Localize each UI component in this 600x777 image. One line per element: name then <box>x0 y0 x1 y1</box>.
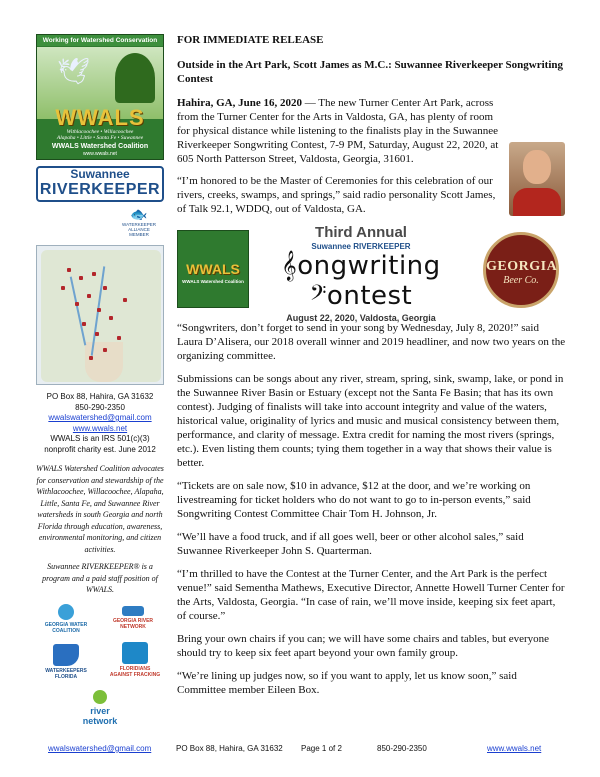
sidebar-website-link[interactable]: www.wwals.net <box>72 423 128 433</box>
paragraph-tickets: “Tickets are on sale now, $10 in advance, $12 at the door, and we’re working on livestreaming for ticket holders who do not want to go to in-person events,” said Songwriting Contest Committee Chair Tom H. Johnson, Jr. <box>177 480 531 520</box>
riverkeeper-logo <box>36 166 164 202</box>
contest-banner <box>177 224 567 323</box>
mission-statement: WWALS Watershed Coalition advocates for conservation and stewardship of the Withlacoochee, Willacoochee, Alapaha, Little, Santa Fe, and Suwannee River watersheds in south Georgia and north Florida through education, awareness, environmental monitoring, and citizen activities. <box>36 464 164 554</box>
footer-page-number: Page 1 of 2 <box>301 744 342 753</box>
contact-block <box>36 392 164 455</box>
paragraph-venue: “I’m thrilled to have the Contest at the Turner Center, and the Art Park is the perfect venue!” said Sementha Mathews, Executive Director, Annette Howell Turner Center for the Arts, Valdosta, Georgia. “In case of rain, we’ll move inside, keeping six feet apart, of course.” <box>177 568 565 622</box>
paragraph-judges: “We’re lining up judges now, so if you want to apply, let us know soon,” said Committee member Eileen Box. <box>177 670 517 696</box>
tree-icon <box>115 53 155 103</box>
footer-phone: 850-290-2350 <box>377 744 427 753</box>
georgia-beer-co-logo: GEORGIA Beer Co. <box>483 232 559 308</box>
wwals-wordmark: WWALS <box>55 105 145 130</box>
charity-line: nonprofit charity est. June 2012 <box>44 444 156 454</box>
paragraph-submissions: Submissions can be songs about any river, stream, spring, sink, swamp, lake, or pond in the Suwannee River Basin or Estuary (except not the Santa Fe Basin; that has its own contest). Judging of finalists will take into account integrity and value of the waters, historical value, originality of lyrics and music and musical consistency between them, performance, and clarity of message. Extra credit for naming the most rivers (springs, etc.). Even listing them counts; tying them together in a way that shows their value is better. <box>177 373 564 469</box>
water-drop-icon <box>58 604 74 620</box>
footer-address: PO Box 88, Hahira, GA 31632 <box>176 744 283 753</box>
headline: Outside in the Art Park, Scott James as M.C.: Suwannee Riverkeeper Songwriting Contest <box>177 59 563 85</box>
address-line: PO Box 88, Hahira, GA 31632 <box>46 392 154 401</box>
dateline-paragraph <box>177 96 507 166</box>
sidebar <box>36 34 164 726</box>
fish-icon: 🐟 <box>130 207 148 223</box>
scott-james-photo <box>509 142 565 216</box>
phone-line: 850-290-2350 <box>75 402 125 412</box>
partner-georgia-river-network: GEORGIA RIVER NETWORK <box>106 606 160 630</box>
contest-org: Suwannee RIVERKEEPER <box>311 242 411 251</box>
paragraph-food-truck: “We’ll have a food truck, and if all goes well, beer or other alcohol sales,” said Suwannee Riverkeeper John S. Quarterman. <box>177 531 524 557</box>
heron-icon: 🕊 <box>57 57 91 87</box>
dateline-bold: Hahira, GA, June 16, 2020 <box>177 97 302 109</box>
waterkeeper-alliance-badge <box>114 208 164 237</box>
river-icon <box>122 606 144 616</box>
partner-logos <box>36 602 164 726</box>
sidebar-email-link[interactable]: wwalswatershed@gmail.com <box>48 413 152 422</box>
paragraph-deadline: “Songwriters, don’t forget to send in your song by Wednesday, July 8, 2020!” said Laura D’Alisera, our 2018 overall winner and 2019 headliner, and now two years on the organizing committee. <box>177 322 566 362</box>
riverkeeper-logo-top: Suwannee <box>70 167 130 181</box>
watershed-map <box>36 245 164 385</box>
page-footer <box>0 744 600 758</box>
florida-icon <box>53 644 79 666</box>
riverkeeper-logo-bottom: RIVERKEEPER <box>39 181 161 198</box>
partner-river-network: river network <box>72 690 128 726</box>
wwals-rivers: Withlacoochee • Willacoochee Alapaha • Little • Santa Fe • Suwannee <box>56 129 144 141</box>
wwals-logo-banner: Working for Watershed Conservation <box>37 35 163 46</box>
florida-map-icon <box>122 642 148 664</box>
footer-email-link[interactable]: wwalswatershed@gmail.com <box>48 744 152 753</box>
program-note: Suwannee RIVERKEEPER® is a program and a paid staff position of WWALS. <box>42 562 158 594</box>
partner-floridians-against-fracking: FLORIDIANS AGAINST FRACKING <box>108 642 162 678</box>
alliance-label: WATERKEEPER ALLIANCE MEMBER <box>121 222 156 237</box>
wwals-logo <box>36 34 164 160</box>
wwals-logo-url: www.wwals.net <box>83 151 117 157</box>
contest-date: August 22, 2020, Valdosta, Georgia <box>286 313 436 323</box>
wwals-logo-small: WWALS WWALS Watershed Coalition <box>177 230 249 308</box>
paragraph-chairs: Bring your own chairs if you can; we will have some chairs and tables, but everyone should try to keep six feet apart beyond your own family group. <box>177 633 550 659</box>
main-content <box>177 34 567 697</box>
emcee-quote: “I’m honored to be the Master of Ceremonies for this celebration of our rivers, creeks, swamps, and springs,” said radio personality Scott James, of Talk 92.1, WDDQ, out of Valdosta, GA. <box>177 175 496 215</box>
partner-georgia-water-coalition: GEORGIA WATER COALITION <box>42 604 90 634</box>
leaf-icon <box>93 690 107 704</box>
partner-waterkeepers-florida: WATERKEEPERS FLORIDA <box>36 644 96 680</box>
contest-name: 𝄞ongwriting 𝄢ontest <box>281 251 441 311</box>
irs-line: WWALS is an IRS 501(c)(3) <box>50 434 150 443</box>
dateline-text: — The new Turner Center Art Park, across from the Turner Center for the Arts in Valdosta, GA, has plenty of room for physical distance while listening to the finalists play in the Suwannee Riverkeeper Songwriting Contest, 7-9 PM, Saturday, August 22, 2020, at 605 North Patterson Street, Valdosta, Georgia, 31601. <box>177 97 499 165</box>
contest-edition: Third Annual <box>315 224 407 241</box>
wwals-coalition: WWALS Watershed Coalition <box>51 143 149 150</box>
contest-title-graphic <box>261 224 461 323</box>
release-label: FOR IMMEDIATE RELEASE <box>177 34 324 46</box>
footer-website-link[interactable]: www.wwals.net <box>487 744 542 753</box>
